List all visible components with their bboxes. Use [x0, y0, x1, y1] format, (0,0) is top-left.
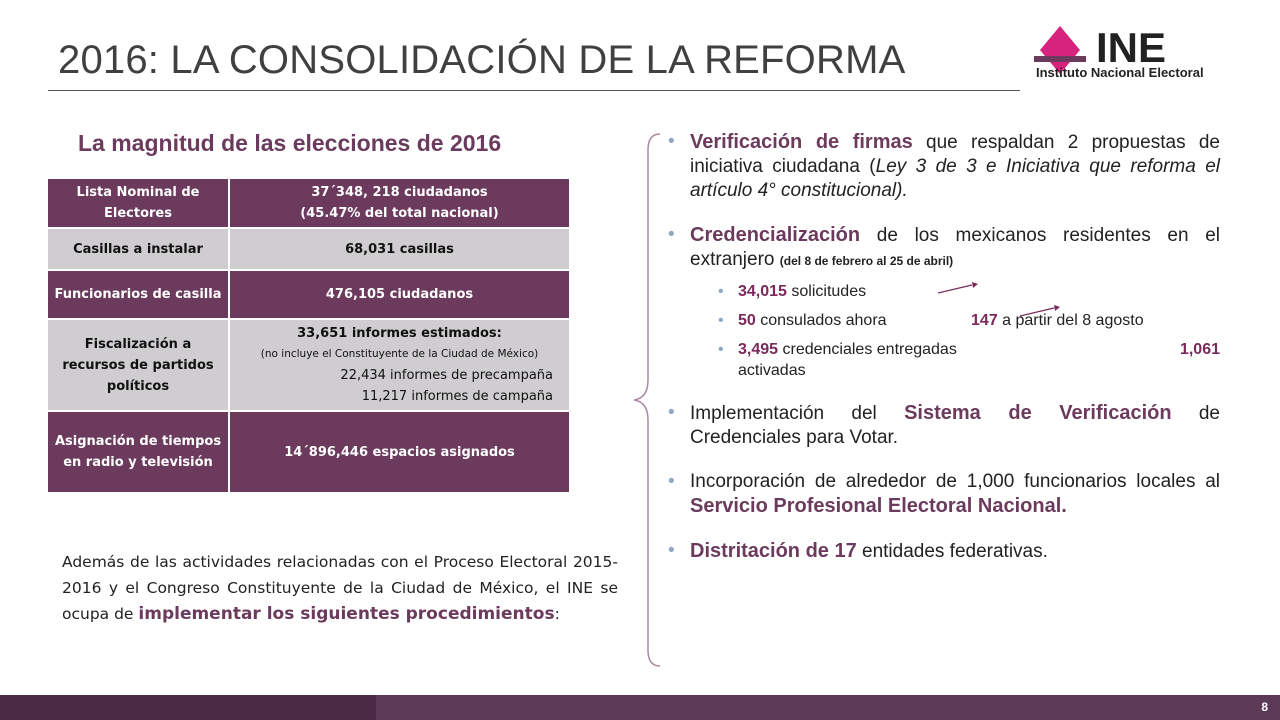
value-line: (45.47% del total nacional): [300, 206, 499, 221]
table-row: [48, 270, 569, 319]
sub-item-text: credenciales entregadas: [778, 341, 957, 358]
sub-item-number: 3,495: [738, 341, 779, 358]
item-emphasis: Verificación de firmas: [690, 131, 913, 153]
item-text: Implementación del: [690, 403, 905, 424]
item-text: Incorporación de alrededor de 1,000 funcionarios locales al: [690, 471, 1220, 492]
item-emphasis: Sistema de Verificación: [904, 402, 1172, 424]
table-cell-label: Casillas a instalar: [48, 228, 229, 270]
sub-item-number: 34,015: [738, 283, 787, 300]
procedures-list: [668, 130, 1220, 564]
sub-item-text: activadas: [738, 362, 806, 379]
item-text: entidades federativas.: [856, 541, 1048, 562]
table-cell-value: [229, 319, 569, 411]
value-subline: 11,217 informes de campaña: [361, 389, 553, 404]
elections-table: [48, 179, 569, 494]
value-subline: 22,434 informes de precampaña: [340, 368, 553, 383]
section-subtitle: La magnitud de las elecciones de 2016: [78, 130, 502, 156]
item-emphasis: Distritación de 17: [690, 540, 857, 562]
table-cell-label: Asignación de tiempos en radio y televisión: [48, 411, 229, 493]
logo-wordmark: INE: [1096, 26, 1167, 71]
table-cell-value: 68,031 casillas: [229, 228, 569, 270]
arrow-icon: [1020, 304, 1060, 318]
sub-list-item: [668, 339, 1220, 381]
table-row: [48, 179, 569, 228]
sub-list-item: [668, 281, 1220, 302]
intro-paragraph: [62, 549, 618, 627]
item-text: que respaldan 2 propuestas de iniciativa ciudadana (: [690, 132, 1220, 177]
value-line: 33,651 informes estimados:: [297, 326, 502, 341]
table-cell-value: [229, 179, 569, 228]
table-cell-value: 14´896,446 espacios asignados: [229, 411, 569, 493]
table-cell-label: Funcionarios de casilla: [48, 270, 229, 319]
curly-brace: [630, 130, 670, 670]
list-item: [668, 130, 1220, 203]
paragraph-highlight: implementar los siguientes procedimientos: [138, 604, 555, 624]
page-number: 8: [1261, 700, 1268, 714]
value-note: (no incluye el Constituyente de la Ciudad de México): [260, 348, 539, 360]
value-line: 37´348, 218 ciudadanos: [311, 185, 488, 200]
sub-item-number: 1,061: [1179, 341, 1220, 358]
sub-item-text: solicitudes: [786, 283, 867, 300]
table-cell-label: Fiscalización a recursos de partidos políticos: [48, 319, 229, 411]
item-emphasis: Servicio Profesional Electoral Nacional.: [690, 495, 1067, 517]
footer-accent: [376, 695, 1280, 720]
title-divider: [48, 90, 1020, 91]
item-italic: Ley 3 de 3 e Iniciativa que reforma el artículo 4° constitucional).: [690, 156, 1220, 201]
sub-item-number: 50: [738, 312, 756, 329]
arrow-icon: [938, 281, 978, 295]
item-text: de Credenciales para Votar.: [690, 403, 1220, 448]
item-emphasis: Credencialización: [690, 224, 861, 246]
sub-list-item: [668, 310, 1220, 331]
sub-item-text: a partir del 8 agosto: [997, 312, 1144, 329]
sub-item-number: 147: [971, 312, 998, 329]
paragraph-end: :: [554, 605, 560, 623]
list-item: [668, 470, 1220, 519]
list-item: [668, 223, 1220, 273]
paragraph-text: Además de las actividades relacionadas con el Proceso Electoral 2015-2016 y el Congreso Constituyente de la Ciudad de México, el INE se ocupa de: [62, 553, 618, 623]
page-title: 2016: LA CONSOLIDACIÓN DE LA REFORMA: [58, 38, 906, 82]
list-item: [668, 401, 1220, 450]
table-cell-value: 476,105 ciudadanos: [229, 270, 569, 319]
table-row: [48, 319, 569, 411]
sub-item-text: consulados ahora: [755, 312, 887, 329]
logo-subtext: Instituto Nacional Electoral: [1036, 65, 1204, 80]
table-row: [48, 411, 569, 493]
table-cell-label: Lista Nominal de Electores: [48, 179, 229, 228]
item-text: de los mexicanos residentes en el extranjero: [690, 225, 1220, 270]
item-date-range: (del 8 de febrero al 25 de abril): [779, 254, 954, 268]
list-item: [668, 539, 1220, 564]
table-row: [48, 228, 569, 270]
